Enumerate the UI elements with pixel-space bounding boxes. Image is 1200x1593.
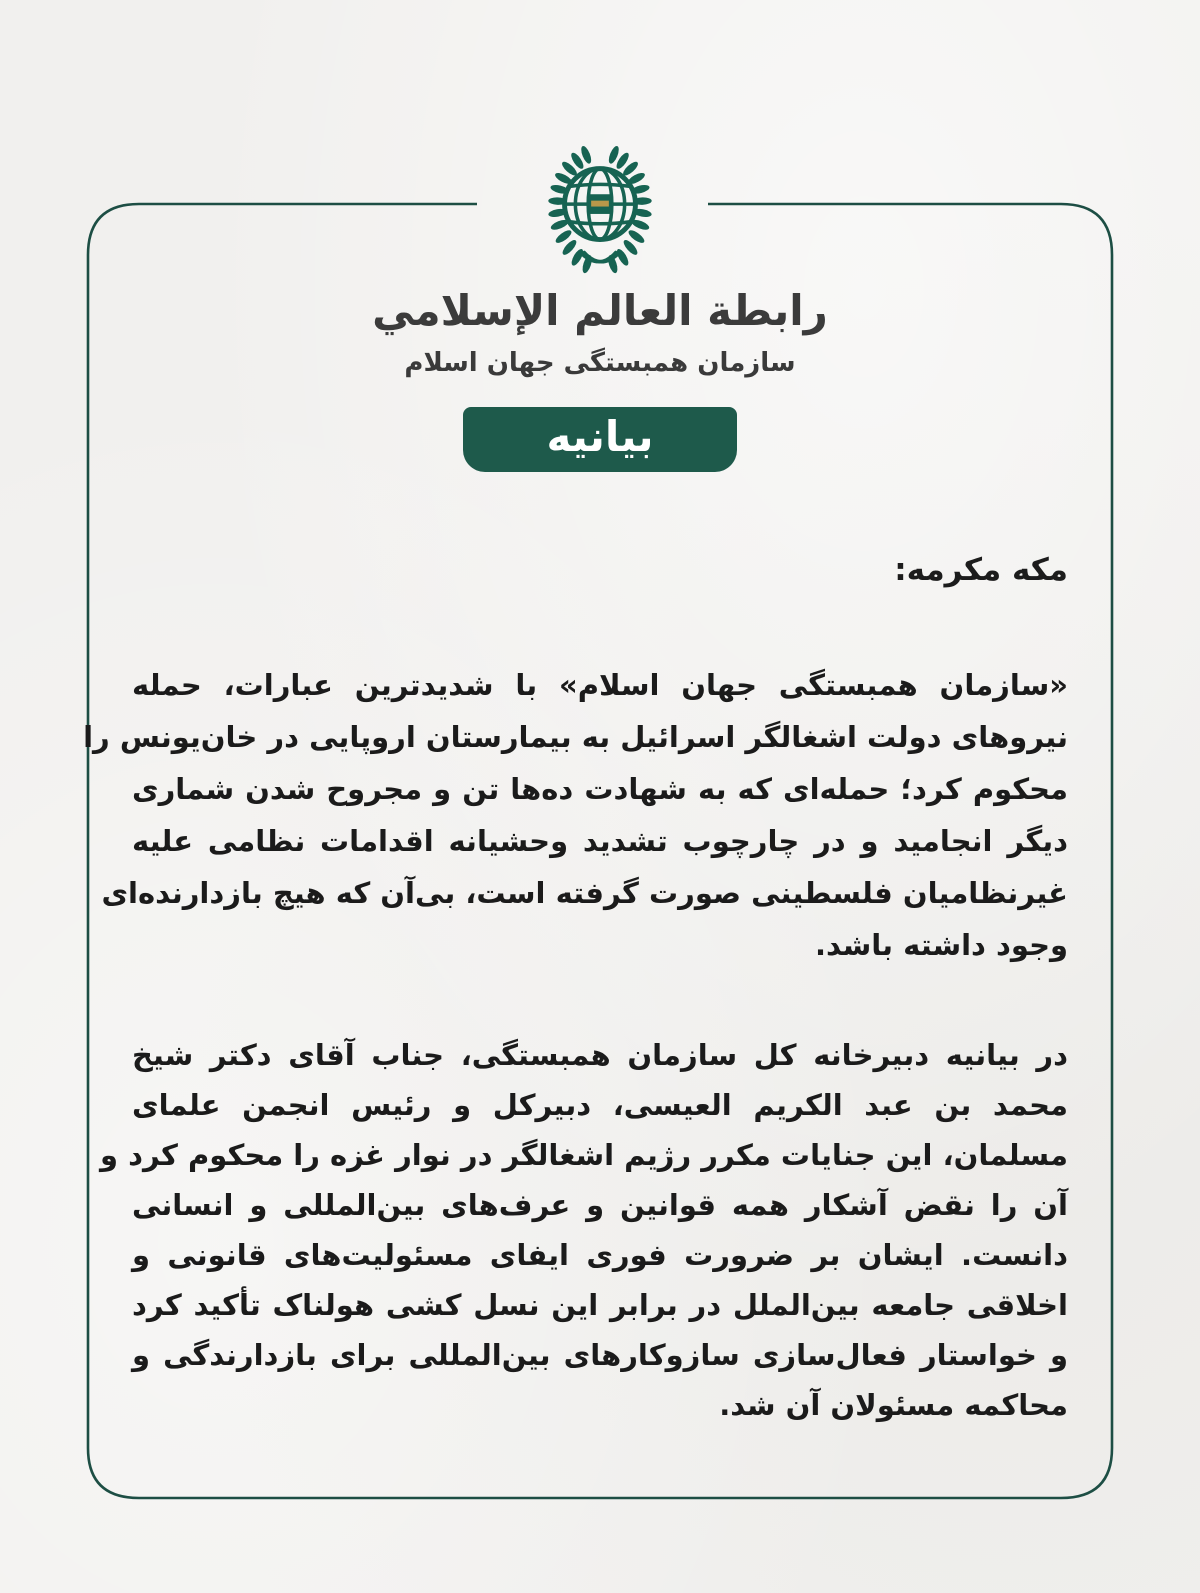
paragraph-line: دیگر انجامید و در چارچوب تشدید وحشیانه اقدامات نظامی علیه (132, 824, 1068, 858)
salutation-makkah: مکه مکرمه: (894, 552, 1068, 588)
paragraph-line: آن را نقض آشکار همه قوانین و عرف‌های بین‌المللی و انسانی (132, 1188, 1068, 1222)
statement-paragraph-1 (83, 659, 1068, 971)
paragraph-line: غیرنظامیان فلسطینی صورت گرفته است، بی‌آن که هیچ بازدارنده‌ای (101, 876, 1068, 910)
paragraph-line: محاکمه مسئولان آن شد. (719, 1388, 1068, 1422)
statement-banner-label: بیانیه (546, 411, 654, 461)
statement-paragraph-2 (100, 1030, 1068, 1430)
statement-banner (463, 407, 737, 472)
paragraph-line: وجود داشته باشد. (814, 928, 1068, 962)
paragraph-line: مسلمان، این جنایات مکرر رژیم اشغالگر در نوار غزه را محکوم کرد و (100, 1138, 1068, 1172)
paragraph-line: محکوم کرد؛ حمله‌ای که به شهادت ده‌ها تن و مجروح شدن شماری (132, 772, 1068, 806)
organization-title-calligraphy: رابطة العالم الإسلامي (372, 286, 828, 335)
organization-subtitle: سازمان همبستگی جهان اسلام (404, 348, 796, 378)
paragraph-line: و خواستار فعال‌سازی سازوکارهای بین‌المللی برای بازدارندگی و (132, 1338, 1068, 1372)
paragraph-line: در بیانیه دبیرخانه کل سازمان همبستگی، جناب آقای دکتر شیخ (132, 1038, 1068, 1072)
paragraph-line: «سازمان همبستگی جهان اسلام» با شدیدترین عبارات، حمله (132, 668, 1068, 702)
muslim-world-league-logo-icon (531, 145, 669, 275)
paragraph-line: محمد بن عبد الکریم العیسی، دبیرکل و رئیس انجمن علمای (132, 1088, 1068, 1122)
paragraph-line: دانست. ایشان بر ضرورت فوری ایفای مسئولیت‌های قانونی و (132, 1238, 1068, 1272)
paragraph-line: اخلاقی جامعه بین‌الملل در برابر این نسل کشی هولناک تأکید کرد (132, 1288, 1068, 1322)
paragraph-line: نیروهای دولت اشغالگر اسرائیل به بیمارستان اروپایی در خان‌یونس را (83, 720, 1068, 754)
